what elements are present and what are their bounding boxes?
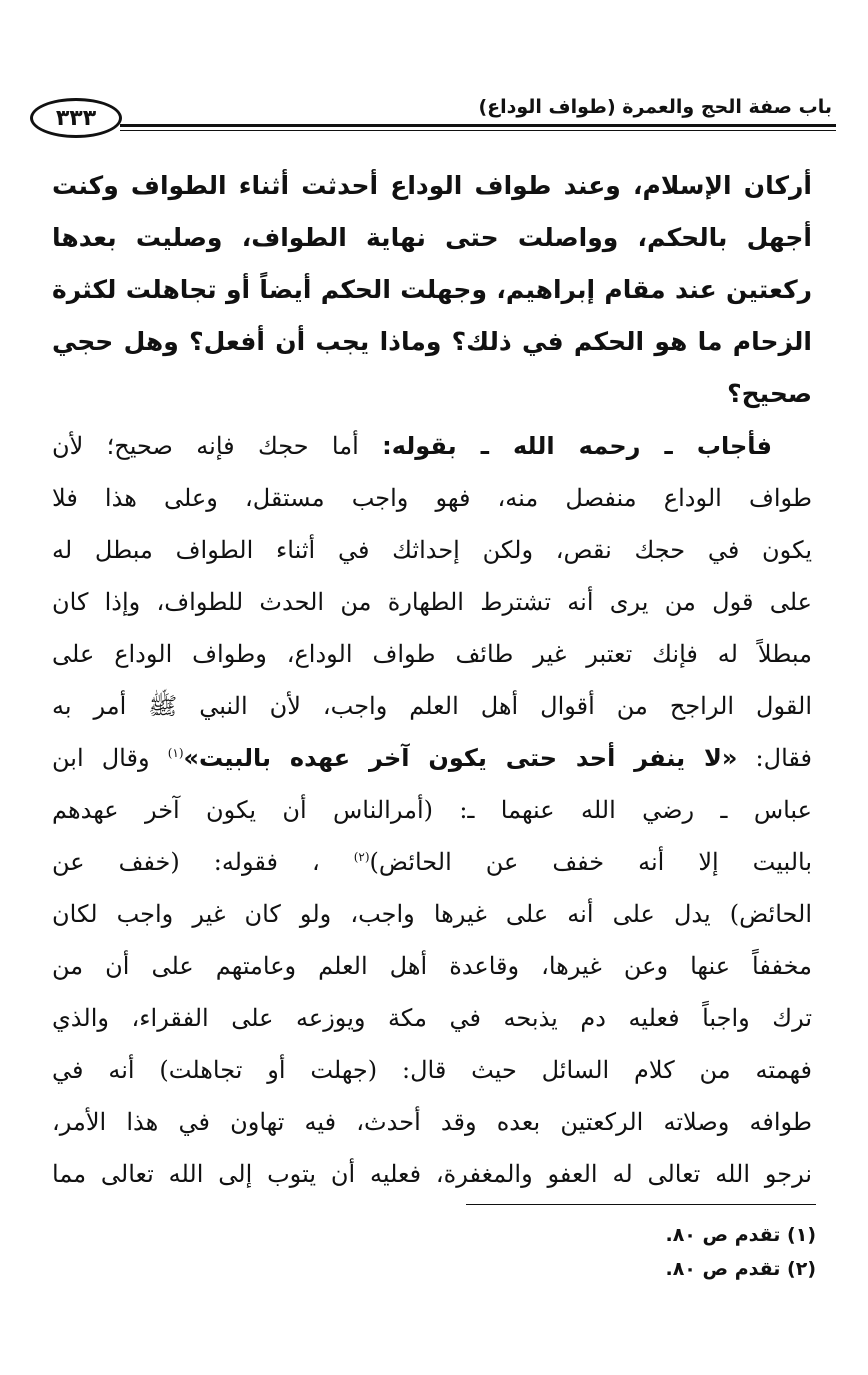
question-line: أركان الإسلام، وعند طواف الوداع أحدثت أثناء الطواف وكنت	[52, 171, 812, 200]
page-number: ٣٣٣	[30, 98, 122, 138]
answer-line-text: أما حجك فإنه صحيح؛ لأن	[52, 432, 383, 460]
body-text	[52, 160, 812, 1200]
footnote-ref-1: (١)	[167, 746, 184, 760]
answer-line	[52, 420, 812, 472]
answer-line: فهمته من كلام السائل حيث قال: (جهلت أو تجاهلت) أنه في	[52, 1056, 812, 1084]
answer-intro: فأجاب ـ رحمه الله ـ بقوله:	[382, 432, 772, 460]
answer-line: مخففاً عنها وعن غيرها، وقاعدة أهل العلم وعامتهم على أن من	[52, 952, 812, 980]
page-header	[28, 96, 836, 146]
question-paragraph	[52, 160, 812, 420]
question-line: أجهل بالحكم، وواصلت حتى نهاية الطواف، وصليت بعدها	[52, 223, 812, 252]
answer-line: ترك واجباً فعليه دم يذبحه في مكة ويوزعه على الفقراء، والذي	[52, 1004, 812, 1032]
hadith-suffix: وقال ابن	[52, 744, 168, 772]
question-line: ركعتين عند مقام إبراهيم، وجهلت الحكم أيضاً أو تجاهلت لكثرة	[52, 275, 812, 304]
footnote-2: (٢) تقدم ص ٨٠.	[665, 1258, 816, 1280]
answer-paragraph	[52, 420, 812, 1200]
question-line: صحيح؟	[727, 379, 812, 408]
hadith-prefix: فقال:	[737, 744, 812, 772]
hadith-quote: «لا ينفر أحد حتى يكون آخر عهده بالبيت»	[183, 744, 738, 772]
footnote-1: (١) تقدم ص ٨٠.	[665, 1224, 816, 1246]
answer-line: طوافه وصلاته الركعتين بعده وقد أحدث، فيه تهاون في هذا الأمر،	[52, 1108, 812, 1136]
exempt-suffix: ، فقوله: (خفف عن	[52, 848, 354, 876]
answer-line: القول الراجح من أقوال أهل العلم واجب، لأن النبي ﷺ أمر به	[52, 692, 812, 720]
footnote-ref-2: (٢)	[353, 850, 370, 864]
answer-line: الحائض) يدل على أنه على غيرها واجب، ولو كان غير واجب لكان	[52, 900, 812, 928]
answer-line: نرجو الله تعالى له العفو والمغفرة، فعليه أن يتوب إلى الله تعالى مما	[52, 1160, 812, 1188]
exempt-text: بالبيت إلا أنه خفف عن الحائض)	[369, 848, 812, 876]
question-line: الزحام ما هو الحكم في ذلك؟ وماذا يجب أن أفعل؟ وهل حجي	[52, 327, 812, 356]
answer-line: يكون في حجك نقص، ولكن إحداثك في أثناء الطواف مبطل له	[52, 536, 812, 564]
answer-line: عباس ـ رضي الله عنهما ـ: (أمرالناس أن يكون آخر عهدهم	[52, 796, 812, 824]
answer-line	[52, 836, 812, 888]
header-rule-thin	[120, 130, 836, 131]
answer-line: مبطلاً له فإنك تعتبر غير طائف طواف الوداع، وطواف الوداع على	[52, 640, 812, 668]
header-rule	[120, 124, 836, 127]
answer-line: طواف الوداع منفصل منه، فهو واجب مستقل، وعلى هذا فلا	[52, 484, 812, 512]
answer-line: على قول من يرى أنه تشترط الطهارة من الحدث للطواف، وإذا كان	[52, 588, 812, 616]
running-head: باب صفة الحج والعمرة (طواف الوداع)	[478, 96, 832, 118]
answer-line	[52, 732, 812, 784]
footnotes	[316, 1218, 816, 1286]
footnote-separator	[466, 1204, 816, 1205]
